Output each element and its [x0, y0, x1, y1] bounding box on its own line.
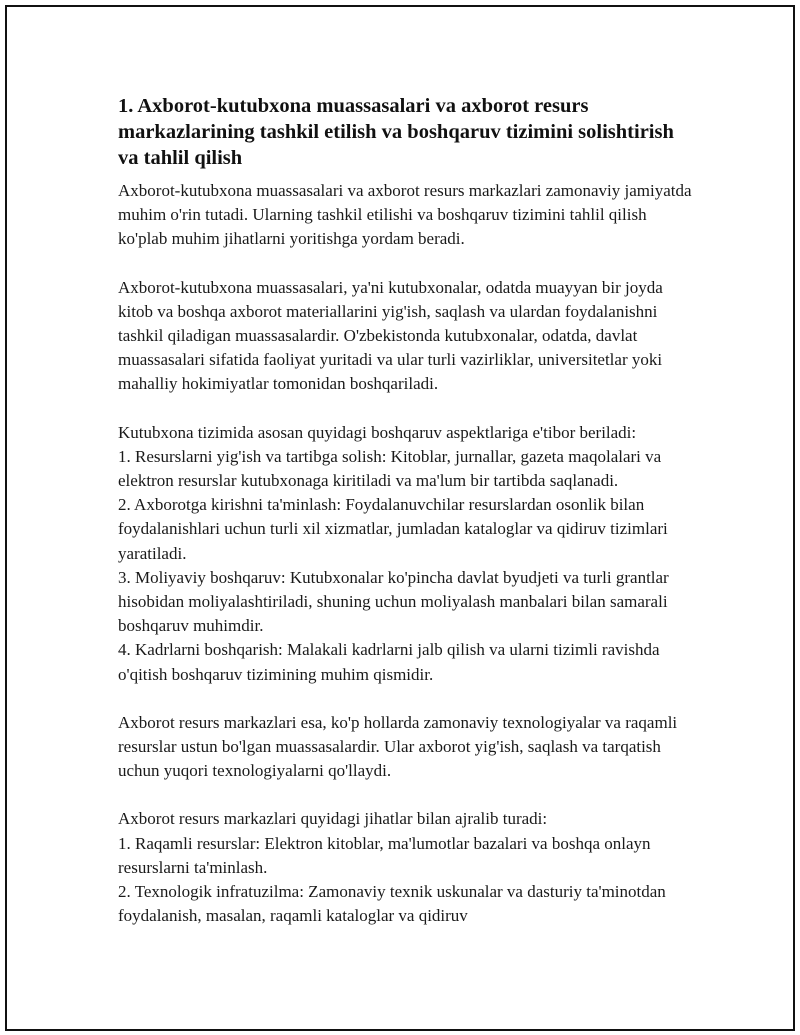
paragraph-resource-center-features: Axborot resurs markazlari quyidagi jihatlar bilan ajralib turadi: 1. Raqamli resurslar: Elektron kitoblar, ma'lumotlar bazalari va boshqa onlayn resurslarni ta'minlash. 2. Texnologik infratuzilma: Zamonaviy texnik uskunalar va dasturiy ta'minotdan foydalanish, masalan, raqamli kataloglar va qidiruv [118, 809, 666, 926]
paragraph-intro: Axborot-kutubxona muassasalari va axborot resurs markazlari zamonaviy jamiyatda muhim o'rin tutadi. Ularning tashkil etilishi va boshqaruv tizimini tahlil qilish ko'plab muhim jihatlarni yoritishga yordam beradi. [118, 181, 692, 249]
paragraph-spacer [118, 397, 698, 421]
document-title: 1. Axborot-kutubxona muassasalari va axborot resurs markazlarining tashkil etilish va boshqaruv tizimini solishtirish va tahlil qilish [118, 95, 674, 169]
paragraph-libraries: Axborot-kutubxona muassasalari, ya'ni kutubxonalar, odatda muayyan bir joyda kitob va boshqa axborot materiallarini yig'ish, saqlash va ulardan foydalanishni tashkil qiladigan muassasalardir. O'zbekistonda kutubxonalar, odatda, davlat muassasalari sifatida faoliyat yuritadi va ular turli vazirliklar, universitetlar yoki mahalliy hokimiyatlar tomonidan boshqariladi. [118, 277, 663, 394]
paragraph-spacer [118, 687, 698, 711]
paragraph-spacer [118, 783, 698, 807]
paragraph-library-management: Kutubxona tizimida asosan quyidagi boshqaruv aspektlariga e'tibor beriladi: 1. Resurslarni yig'ish va tartibga solish: Kitoblar, jurnallar, gazeta maqolalari va elektron resurslar kutubxonaga kiritiladi va ma'lum bir tartibda saqlanadi. 2. Axborotga kirishni ta'minlash: Foydalanuvchilar resurslardan osonlik bilan foydalanishlari uchun turli xil xizmatlar, jumladan kataloglar va qidiruv tizimlari yaratiladi. 3. Moliyaviy boshqaruv: Kutubxonalar ko'pincha davlat byudjeti va turli grantlar hisobidan moliyalashtiriladi, shuning uchun moliyalash manbalari bilan samarali boshqaruv muhimdir. 4. Kadrlarni boshqarish: Malakali kadrlarni jalb qilish va ularni tizimli ravishda o'qitish boshqaruv tizimining muhim qismidir. [118, 422, 669, 684]
paragraph-spacer [118, 252, 698, 276]
document-body [118, 93, 698, 928]
paragraph-resource-centers: Axborot resurs markazlari esa, ko'p hollarda zamonaviy texnologiyalar va raqamli resurslar ustun bo'lgan muassasalardir. Ular axborot yig'ish, saqlash va tarqatish uchun yuqori texnologiyalarni qo'llaydi. [118, 712, 678, 781]
